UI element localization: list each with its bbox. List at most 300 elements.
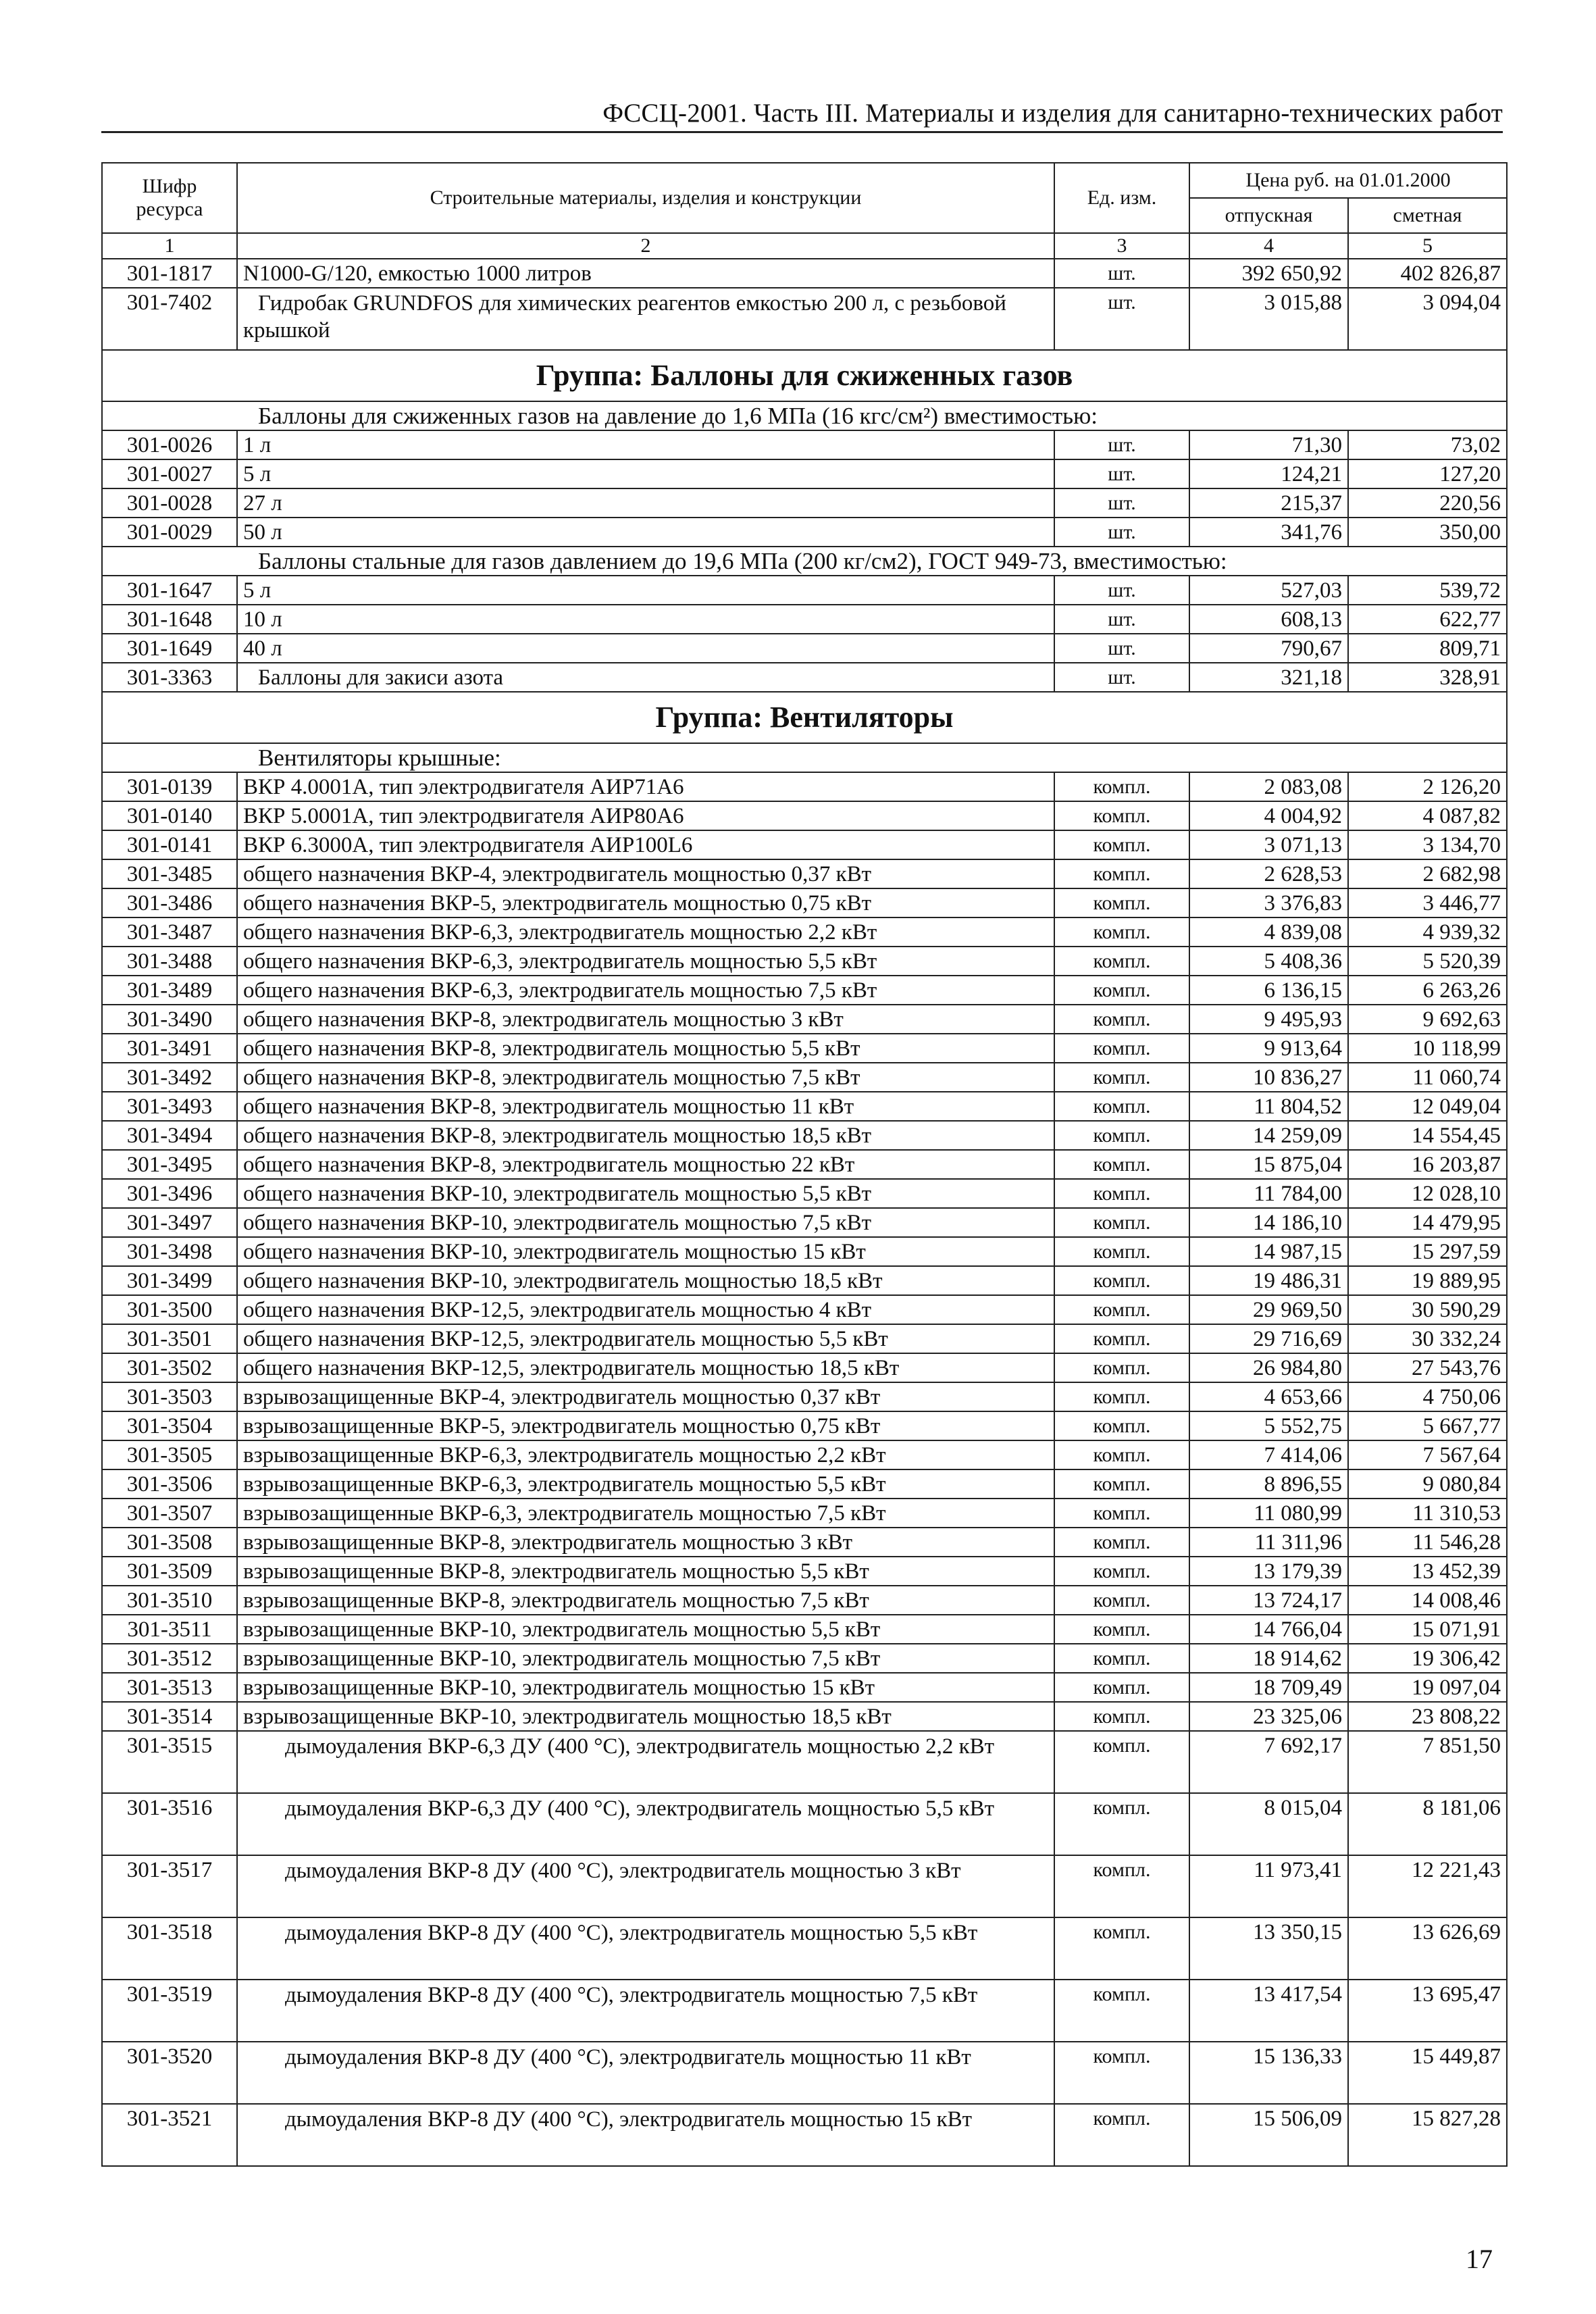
row-price-release: 2 083,08 [1189, 772, 1348, 801]
row-price-release: 527,03 [1189, 576, 1348, 605]
row-code: 301-3491 [102, 1034, 237, 1063]
row-price-release: 71,30 [1189, 430, 1348, 459]
table-row [102, 2104, 1507, 2166]
table-row [102, 1855, 1507, 1917]
row-price-estimate: 539,72 [1348, 576, 1507, 605]
row-price-estimate: 14 479,95 [1348, 1208, 1507, 1237]
row-code: 301-3514 [102, 1702, 237, 1731]
table-row [102, 1092, 1507, 1121]
row-name: взрывозащищенные ВКР-6,3, электродвигатель мощностью 5,5 кВт [237, 1469, 1054, 1499]
row-price-estimate: 13 452,39 [1348, 1557, 1507, 1586]
table-row [102, 917, 1507, 947]
row-price-release: 29 969,50 [1189, 1295, 1348, 1324]
row-unit: компл. [1054, 1980, 1189, 2042]
row-code: 301-3488 [102, 947, 237, 976]
row-name: взрывозащищенные ВКР-10, электродвигатель мощностью 18,5 кВт [237, 1702, 1054, 1731]
row-unit: шт. [1054, 430, 1189, 459]
row-price-estimate: 2 126,20 [1348, 772, 1507, 801]
row-price-release: 11 973,41 [1189, 1855, 1348, 1917]
row-code: 301-3486 [102, 888, 237, 917]
row-unit: компл. [1054, 1702, 1189, 1731]
table-row [102, 1731, 1507, 1793]
table-row [102, 634, 1507, 663]
subgroup-title-row [102, 547, 1507, 576]
row-price-release: 392 650,92 [1189, 259, 1348, 288]
row-unit: шт. [1054, 488, 1189, 518]
row-name: 1 л [237, 430, 1054, 459]
row-price-estimate: 11 546,28 [1348, 1528, 1507, 1557]
table-row [102, 1150, 1507, 1179]
row-unit: компл. [1054, 859, 1189, 888]
row-name: общего назначения ВКР-8, электродвигатель мощностью 5,5 кВт [237, 1034, 1054, 1063]
row-name: общего назначения ВКР-6,3, электродвигатель мощностью 5,5 кВт [237, 947, 1054, 976]
row-code: 301-3506 [102, 1469, 237, 1499]
column-number: 2 [237, 233, 1054, 259]
row-code: 301-3499 [102, 1266, 237, 1295]
row-price-release: 3 376,83 [1189, 888, 1348, 917]
row-unit: шт. [1054, 634, 1189, 663]
row-price-release: 13 724,17 [1189, 1586, 1348, 1615]
row-unit: шт. [1054, 518, 1189, 547]
row-price-estimate: 30 332,24 [1348, 1324, 1507, 1353]
row-name: взрывозащищенные ВКР-10, электродвигатель мощностью 15 кВт [237, 1673, 1054, 1702]
table-row [102, 1034, 1507, 1063]
row-price-release: 14 259,09 [1189, 1121, 1348, 1150]
row-code: 301-3490 [102, 1005, 237, 1034]
row-name: общего назначения ВКР-8, электродвигатель мощностью 11 кВт [237, 1092, 1054, 1121]
row-price-estimate: 402 826,87 [1348, 259, 1507, 288]
page-header-title: ФССЦ-2001. Часть III. Материалы и изделия для санитарно-технических работ [602, 99, 1503, 128]
row-price-estimate: 16 203,87 [1348, 1150, 1507, 1179]
row-price-release: 7 692,17 [1189, 1731, 1348, 1793]
table-row [102, 1295, 1507, 1324]
row-code: 301-3518 [102, 1917, 237, 1980]
row-name: взрывозащищенные ВКР-8, электродвигатель мощностью 5,5 кВт [237, 1557, 1054, 1586]
row-unit: компл. [1054, 1528, 1189, 1557]
row-code: 301-3502 [102, 1353, 237, 1382]
column-number: 4 [1189, 233, 1348, 259]
row-price-estimate: 15 449,87 [1348, 2042, 1507, 2104]
row-name: Баллоны для закиси азота [237, 663, 1054, 692]
row-code: 301-3510 [102, 1586, 237, 1615]
row-unit: компл. [1054, 1557, 1189, 1586]
row-name: 50 л [237, 518, 1054, 547]
row-name: общего назначения ВКР-8, электродвигатель мощностью 7,5 кВт [237, 1063, 1054, 1092]
row-name: общего назначения ВКР-8, электродвигатель мощностью 22 кВт [237, 1150, 1054, 1179]
row-name: общего назначения ВКР-12,5, электродвигатель мощностью 4 кВт [237, 1295, 1054, 1324]
row-unit: компл. [1054, 1063, 1189, 1092]
group-title-row [102, 350, 1507, 401]
row-code: 301-3508 [102, 1528, 237, 1557]
row-name: общего назначения ВКР-12,5, электродвигатель мощностью 5,5 кВт [237, 1324, 1054, 1353]
row-price-estimate: 12 028,10 [1348, 1179, 1507, 1208]
row-price-release: 14 186,10 [1189, 1208, 1348, 1237]
table-row [102, 1615, 1507, 1644]
row-code: 301-1649 [102, 634, 237, 663]
row-code: 301-3498 [102, 1237, 237, 1266]
row-unit: компл. [1054, 801, 1189, 830]
row-price-release: 9 913,64 [1189, 1034, 1348, 1063]
row-name: взрывозащищенные ВКР-4, электродвигатель мощностью 0,37 кВт [237, 1382, 1054, 1411]
table-row [102, 459, 1507, 488]
row-name: ВКР 4.0001А, тип электродвигателя АИР71А6 [237, 772, 1054, 801]
row-name: общего назначения ВКР-12,5, электродвигатель мощностью 18,5 кВт [237, 1353, 1054, 1382]
row-price-estimate: 3 134,70 [1348, 830, 1507, 859]
row-code: 301-3505 [102, 1440, 237, 1469]
row-code: 301-3519 [102, 1980, 237, 2042]
row-price-release: 321,18 [1189, 663, 1348, 692]
row-unit: компл. [1054, 1150, 1189, 1179]
row-price-estimate: 11 060,74 [1348, 1063, 1507, 1092]
row-price-release: 8 896,55 [1189, 1469, 1348, 1499]
table-row [102, 1121, 1507, 1150]
row-price-release: 11 311,96 [1189, 1528, 1348, 1557]
table-row [102, 430, 1507, 459]
row-unit: компл. [1054, 1382, 1189, 1411]
row-code: 301-3516 [102, 1793, 237, 1855]
table-row [102, 1528, 1507, 1557]
column-number: 1 [102, 233, 237, 259]
row-unit: шт. [1054, 605, 1189, 634]
row-price-release: 11 784,00 [1189, 1179, 1348, 1208]
row-price-release: 14 766,04 [1189, 1615, 1348, 1644]
row-price-estimate: 2 682,98 [1348, 859, 1507, 888]
table-row [102, 1499, 1507, 1528]
header-unit: Ед. изм. [1054, 163, 1189, 233]
row-code: 301-3512 [102, 1644, 237, 1673]
row-unit: компл. [1054, 976, 1189, 1005]
row-price-estimate: 73,02 [1348, 430, 1507, 459]
row-price-release: 2 628,53 [1189, 859, 1348, 888]
row-price-release: 3 015,88 [1189, 288, 1348, 350]
row-price-release: 7 414,06 [1189, 1440, 1348, 1469]
row-price-release: 15 506,09 [1189, 2104, 1348, 2166]
row-name: 5 л [237, 459, 1054, 488]
table-row [102, 663, 1507, 692]
table-row [102, 1980, 1507, 2042]
row-price-release: 26 984,80 [1189, 1353, 1348, 1382]
row-price-release: 29 716,69 [1189, 1324, 1348, 1353]
row-unit: компл. [1054, 1917, 1189, 1980]
row-code: 301-3513 [102, 1673, 237, 1702]
table-row [102, 576, 1507, 605]
table-row [102, 1266, 1507, 1295]
header-price: Цена руб. на 01.01.2000 [1189, 163, 1507, 198]
table-row [102, 801, 1507, 830]
row-price-estimate: 5 520,39 [1348, 947, 1507, 976]
price-table [101, 162, 1508, 2167]
row-price-estimate: 8 181,06 [1348, 1793, 1507, 1855]
table-row [102, 1237, 1507, 1266]
table-row [102, 1353, 1507, 1382]
row-unit: компл. [1054, 830, 1189, 859]
subgroup-title: Баллоны стальные для газов давлением до 19,6 МПа (200 кг/см2), ГОСТ 949-73, вместимостью: [102, 547, 1507, 576]
subgroup-title: Баллоны для сжиженных газов на давление до 1,6 МПа (16 кгс/см²) вместимостью: [102, 401, 1507, 430]
row-price-estimate: 12 049,04 [1348, 1092, 1507, 1121]
row-code: 301-3487 [102, 917, 237, 947]
table-row [102, 859, 1507, 888]
table-row [102, 1702, 1507, 1731]
row-price-estimate: 7 567,64 [1348, 1440, 1507, 1469]
row-price-release: 18 914,62 [1189, 1644, 1348, 1673]
row-unit: компл. [1054, 1855, 1189, 1917]
row-price-release: 19 486,31 [1189, 1266, 1348, 1295]
row-price-estimate: 14 554,45 [1348, 1121, 1507, 1150]
row-code: 301-1647 [102, 576, 237, 605]
row-code: 301-3517 [102, 1855, 237, 1917]
row-unit: компл. [1054, 1615, 1189, 1644]
row-code: 301-3497 [102, 1208, 237, 1237]
row-unit: шт. [1054, 576, 1189, 605]
row-unit: компл. [1054, 888, 1189, 917]
table-row [102, 888, 1507, 917]
row-price-release: 6 136,15 [1189, 976, 1348, 1005]
row-price-estimate: 14 008,46 [1348, 1586, 1507, 1615]
row-code: 301-0141 [102, 830, 237, 859]
row-code: 301-3515 [102, 1731, 237, 1793]
table-row [102, 2042, 1507, 2104]
row-price-estimate: 328,91 [1348, 663, 1507, 692]
row-price-release: 790,67 [1189, 634, 1348, 663]
header-price-estimate: сметная [1348, 198, 1507, 233]
row-code: 301-3496 [102, 1179, 237, 1208]
row-code: 301-1817 [102, 259, 237, 288]
row-price-estimate: 9 692,63 [1348, 1005, 1507, 1034]
row-code: 301-0139 [102, 772, 237, 801]
row-price-release: 215,37 [1189, 488, 1348, 518]
row-price-estimate: 5 667,77 [1348, 1411, 1507, 1440]
row-price-estimate: 4 087,82 [1348, 801, 1507, 830]
row-name: взрывозащищенные ВКР-6,3, электродвигатель мощностью 7,5 кВт [237, 1499, 1054, 1528]
row-code: 301-3511 [102, 1615, 237, 1644]
row-name: ВКР 5.0001А, тип электродвигателя АИР80А6 [237, 801, 1054, 830]
row-price-release: 11 080,99 [1189, 1499, 1348, 1528]
row-unit: компл. [1054, 1411, 1189, 1440]
row-code: 301-3501 [102, 1324, 237, 1353]
row-name: N1000-G/120, емкостью 1000 литров [237, 259, 1054, 288]
row-code: 301-3503 [102, 1382, 237, 1411]
row-price-release: 124,21 [1189, 459, 1348, 488]
row-price-release: 608,13 [1189, 605, 1348, 634]
row-price-estimate: 19 306,42 [1348, 1644, 1507, 1673]
row-price-estimate: 19 889,95 [1348, 1266, 1507, 1295]
row-price-release: 4 004,92 [1189, 801, 1348, 830]
row-name: взрывозащищенные ВКР-5, электродвигатель мощностью 0,75 кВт [237, 1411, 1054, 1440]
row-price-release: 5 552,75 [1189, 1411, 1348, 1440]
table-row [102, 1673, 1507, 1702]
row-code: 301-3500 [102, 1295, 237, 1324]
row-code: 301-3509 [102, 1557, 237, 1586]
row-code: 301-3494 [102, 1121, 237, 1150]
row-code: 301-3520 [102, 2042, 237, 2104]
row-code: 301-3485 [102, 859, 237, 888]
row-name: 40 л [237, 634, 1054, 663]
row-price-estimate: 15 071,91 [1348, 1615, 1507, 1644]
row-price-estimate: 3 446,77 [1348, 888, 1507, 917]
column-number: 5 [1348, 233, 1507, 259]
row-name: дымоудаления ВКР-6,3 ДУ (400 °С), электродвигатель мощностью 5,5 кВт [237, 1793, 1054, 1855]
row-unit: компл. [1054, 947, 1189, 976]
row-unit: компл. [1054, 1121, 1189, 1150]
row-price-estimate: 6 263,26 [1348, 976, 1507, 1005]
table-row [102, 1208, 1507, 1237]
row-name: дымоудаления ВКР-8 ДУ (400 °С), электродвигатель мощностью 5,5 кВт [237, 1917, 1054, 1980]
row-price-estimate: 350,00 [1348, 518, 1507, 547]
table-row [102, 1644, 1507, 1673]
row-price-estimate: 13 626,69 [1348, 1917, 1507, 1980]
row-price-estimate: 9 080,84 [1348, 1469, 1507, 1499]
row-price-release: 15 136,33 [1189, 2042, 1348, 2104]
row-name: общего назначения ВКР-10, электродвигатель мощностью 7,5 кВт [237, 1208, 1054, 1237]
row-price-release: 18 709,49 [1189, 1673, 1348, 1702]
row-code: 301-0140 [102, 801, 237, 830]
table-row [102, 976, 1507, 1005]
table-row [102, 1179, 1507, 1208]
page-header [101, 88, 1503, 133]
row-price-estimate: 7 851,50 [1348, 1731, 1507, 1793]
row-code: 301-3363 [102, 663, 237, 692]
table-row [102, 259, 1507, 288]
row-name: дымоудаления ВКР-8 ДУ (400 °С), электродвигатель мощностью 3 кВт [237, 1855, 1054, 1917]
row-price-release: 13 179,39 [1189, 1557, 1348, 1586]
row-unit: шт. [1054, 459, 1189, 488]
row-price-estimate: 23 808,22 [1348, 1702, 1507, 1731]
row-code: 301-0026 [102, 430, 237, 459]
table-row [102, 1411, 1507, 1440]
row-unit: компл. [1054, 1092, 1189, 1121]
row-code: 301-0029 [102, 518, 237, 547]
row-price-estimate: 622,77 [1348, 605, 1507, 634]
row-price-estimate: 19 097,04 [1348, 1673, 1507, 1702]
row-name: общего назначения ВКР-8, электродвигатель мощностью 3 кВт [237, 1005, 1054, 1034]
row-name: общего назначения ВКР-5, электродвигатель мощностью 0,75 кВт [237, 888, 1054, 917]
row-unit: компл. [1054, 1324, 1189, 1353]
row-price-release: 11 804,52 [1189, 1092, 1348, 1121]
header-name: Строительные материалы, изделия и конструкции [237, 163, 1054, 233]
row-name: 5 л [237, 576, 1054, 605]
subgroup-title-row [102, 743, 1507, 772]
row-name: дымоудаления ВКР-6,3 ДУ (400 °С), электродвигатель мощностью 2,2 кВт [237, 1731, 1054, 1793]
row-name: общего назначения ВКР-10, электродвигатель мощностью 15 кВт [237, 1237, 1054, 1266]
row-unit: шт. [1054, 259, 1189, 288]
row-code: 301-3489 [102, 976, 237, 1005]
row-unit: компл. [1054, 1644, 1189, 1673]
row-unit: компл. [1054, 1034, 1189, 1063]
row-code: 301-3504 [102, 1411, 237, 1440]
group-title: Группа: Вентиляторы [102, 692, 1507, 743]
row-code: 301-3493 [102, 1092, 237, 1121]
row-price-release: 4 839,08 [1189, 917, 1348, 947]
row-unit: компл. [1054, 1469, 1189, 1499]
row-price-estimate: 12 221,43 [1348, 1855, 1507, 1917]
table-row [102, 1382, 1507, 1411]
row-name: общего назначения ВКР-6,3, электродвигатель мощностью 2,2 кВт [237, 917, 1054, 947]
row-name: ВКР 6.3000А, тип электродвигателя АИР100L6 [237, 830, 1054, 859]
subgroup-title: Вентиляторы крышные: [102, 743, 1507, 772]
row-unit: компл. [1054, 1295, 1189, 1324]
row-price-estimate: 13 695,47 [1348, 1980, 1507, 2042]
row-unit: компл. [1054, 1179, 1189, 1208]
row-unit: компл. [1054, 1005, 1189, 1034]
row-code: 301-3492 [102, 1063, 237, 1092]
table-row [102, 288, 1507, 350]
row-code: 301-0028 [102, 488, 237, 518]
row-price-release: 3 071,13 [1189, 830, 1348, 859]
row-price-release: 13 350,15 [1189, 1917, 1348, 1980]
row-unit: компл. [1054, 1440, 1189, 1469]
row-price-estimate: 15 297,59 [1348, 1237, 1507, 1266]
group-title: Группа: Баллоны для сжиженных газов [102, 350, 1507, 401]
row-name: взрывозащищенные ВКР-10, электродвигатель мощностью 5,5 кВт [237, 1615, 1054, 1644]
subgroup-title-row [102, 401, 1507, 430]
row-code: 301-7402 [102, 288, 237, 350]
row-price-estimate: 10 118,99 [1348, 1034, 1507, 1063]
table-row [102, 830, 1507, 859]
row-unit: компл. [1054, 772, 1189, 801]
row-price-release: 10 836,27 [1189, 1063, 1348, 1092]
table-row [102, 488, 1507, 518]
row-price-estimate: 30 590,29 [1348, 1295, 1507, 1324]
row-unit: компл. [1054, 917, 1189, 947]
column-number-row [102, 233, 1507, 259]
row-code: 301-0027 [102, 459, 237, 488]
row-unit: компл. [1054, 1353, 1189, 1382]
table-row [102, 605, 1507, 634]
row-name: 27 л [237, 488, 1054, 518]
table-row [102, 1324, 1507, 1353]
row-name: дымоудаления ВКР-8 ДУ (400 °С), электродвигатель мощностью 15 кВт [237, 2104, 1054, 2166]
row-unit: шт. [1054, 663, 1189, 692]
row-code: 301-3495 [102, 1150, 237, 1179]
row-code: 301-3521 [102, 2104, 237, 2166]
row-price-release: 13 417,54 [1189, 1980, 1348, 2042]
row-name: Гидробак GRUNDFOS для химических реагентов емкостью 200 л, с резьбовой крышкой [237, 288, 1054, 350]
row-price-estimate: 11 310,53 [1348, 1499, 1507, 1528]
table-row [102, 1793, 1507, 1855]
header-price-release: отпускная [1189, 198, 1348, 233]
table-row [102, 1005, 1507, 1034]
group-title-row [102, 692, 1507, 743]
row-unit: компл. [1054, 2104, 1189, 2166]
table-row [102, 518, 1507, 547]
row-unit: компл. [1054, 2042, 1189, 2104]
row-name: общего назначения ВКР-4, электродвигатель мощностью 0,37 кВт [237, 859, 1054, 888]
table-row [102, 1917, 1507, 1980]
row-name: 10 л [237, 605, 1054, 634]
row-price-release: 8 015,04 [1189, 1793, 1348, 1855]
row-price-estimate: 127,20 [1348, 459, 1507, 488]
table-row [102, 1440, 1507, 1469]
row-price-estimate: 3 094,04 [1348, 288, 1507, 350]
row-price-estimate: 220,56 [1348, 488, 1507, 518]
row-name: взрывозащищенные ВКР-6,3, электродвигатель мощностью 2,2 кВт [237, 1440, 1054, 1469]
row-code: 301-3507 [102, 1499, 237, 1528]
table-row [102, 1557, 1507, 1586]
row-unit: компл. [1054, 1266, 1189, 1295]
row-unit: компл. [1054, 1237, 1189, 1266]
row-price-release: 4 653,66 [1189, 1382, 1348, 1411]
row-unit: компл. [1054, 1673, 1189, 1702]
row-name: общего назначения ВКР-8, электродвигатель мощностью 18,5 кВт [237, 1121, 1054, 1150]
row-code: 301-1648 [102, 605, 237, 634]
row-price-release: 9 495,93 [1189, 1005, 1348, 1034]
row-name: взрывозащищенные ВКР-8, электродвигатель мощностью 3 кВт [237, 1528, 1054, 1557]
row-price-release: 5 408,36 [1189, 947, 1348, 976]
column-number: 3 [1054, 233, 1189, 259]
row-name: общего назначения ВКР-10, электродвигатель мощностью 5,5 кВт [237, 1179, 1054, 1208]
table-row [102, 1469, 1507, 1499]
row-unit: компл. [1054, 1793, 1189, 1855]
